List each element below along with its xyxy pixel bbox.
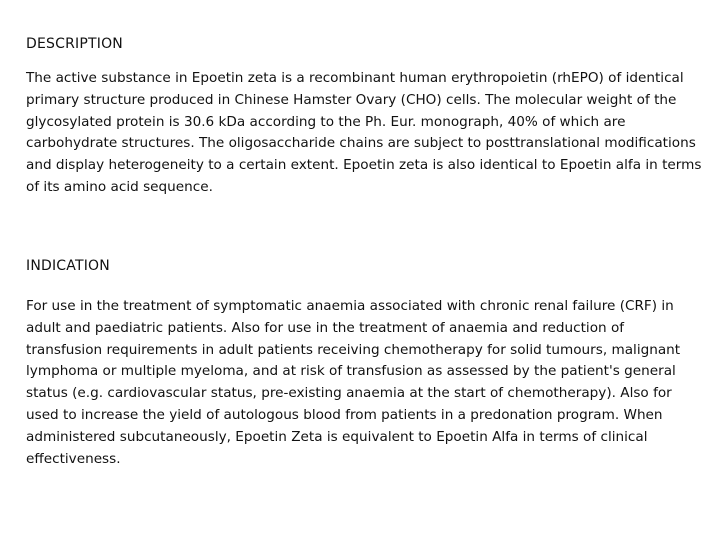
description-heading: DESCRIPTION xyxy=(26,36,123,52)
indication-heading: INDICATION xyxy=(26,258,110,274)
description-paragraph: The active substance in Epoetin zeta is a recombinant human erythropoietin (rhEPO) of identical primary structure produced in Chinese Hamster Ovary (CHO) cells. The molecular weight of the glycosylated protein is 30.6 kDa according to the Ph. Eur. monograph, 40% of which are carbohydrate structures. The oligosaccharide chains are subject to posttranslational modifications and display heterogeneity to a certain extent. Epoetin zeta is also identical to Epoetin alfa in terms of its amino acid sequence. xyxy=(26,70,702,195)
indication-paragraph: For use in the treatment of symptomatic anaemia associated with chronic renal failure (CRF) in adult and paediatric patients. Also for use in the treatment of anaemia and reduction of transfusion requirements in adult patients receiving chemotherapy for solid tumours, malignant lymphoma or multiple myeloma, and at risk of transfusion as assessed by the patient's general status (e.g. cardiovascular status, pre-existing anaemia at the start of chemotherapy). Also for used to increase the yield of autologous blood from patients in a predonation program. When administered subcutaneously, Epoetin Zeta is equivalent to Epoetin Alfa in terms of clinical effectiveness. xyxy=(26,298,681,467)
indication-section xyxy=(26,258,702,467)
description-section xyxy=(26,36,702,195)
